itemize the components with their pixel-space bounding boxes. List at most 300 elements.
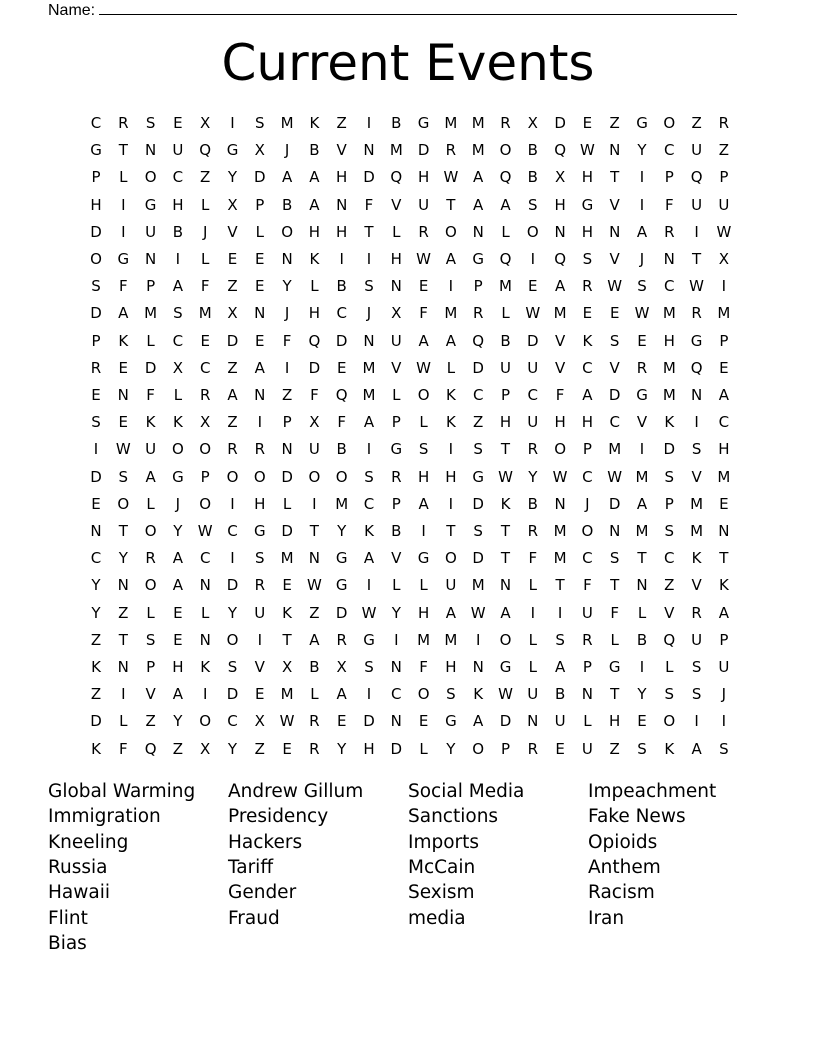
grid-letter: M xyxy=(389,141,403,160)
grid-letter: H xyxy=(308,304,321,323)
grid-letter: K xyxy=(500,494,511,513)
grid-letter: C xyxy=(172,331,184,350)
word-bank-item: Kneeling xyxy=(48,831,129,853)
grid-letter: B xyxy=(336,277,347,296)
grid-letter: E xyxy=(173,603,183,622)
grid-letter: O xyxy=(144,522,157,540)
grid-letter: I xyxy=(475,630,481,649)
grid-letter: O xyxy=(581,522,594,540)
grid-letter: R xyxy=(718,114,730,132)
grid-letter: G xyxy=(472,250,484,268)
grid-letter: B xyxy=(527,168,538,187)
grid-letter: L xyxy=(637,603,647,622)
grid-letter: R xyxy=(691,304,702,323)
grid-letter: L xyxy=(665,658,674,676)
grid-letter: M xyxy=(553,522,567,540)
word-bank-item: Gender xyxy=(228,882,297,904)
grid-letter: K xyxy=(664,739,675,758)
grid-letter: I xyxy=(230,549,235,568)
grid-letter: U xyxy=(254,603,266,622)
grid-letter: K xyxy=(118,331,129,350)
grid-letter: K xyxy=(309,250,320,268)
grid-letter: W xyxy=(361,603,377,622)
grid-letter: J xyxy=(202,222,208,241)
grid-letter: H xyxy=(581,222,594,241)
grid-letter: G xyxy=(499,658,512,676)
grid-letter: S xyxy=(609,331,620,350)
grid-letter: D xyxy=(363,712,375,731)
grid-letter: W xyxy=(115,440,131,459)
grid-letter: N xyxy=(663,250,675,268)
grid-letter: A xyxy=(418,331,429,350)
grid-letter: A xyxy=(254,358,265,377)
word-bank-item: Flint xyxy=(48,907,88,929)
grid-letter: Q xyxy=(335,386,348,404)
grid-letter: R xyxy=(582,630,593,649)
grid-letter: H xyxy=(90,195,102,214)
grid-letter: D xyxy=(254,168,266,187)
grid-letter: X xyxy=(172,358,184,377)
word-bank-item: Impeachment xyxy=(588,781,717,802)
grid-letter: A xyxy=(636,494,648,513)
grid-letter: K xyxy=(91,658,101,676)
grid-letter: L xyxy=(310,277,319,296)
grid-letter: S xyxy=(118,467,129,486)
grid-letter: C xyxy=(664,141,675,160)
grid-letter: H xyxy=(172,658,184,676)
grid-letter: X xyxy=(527,114,538,132)
grid-letter: C xyxy=(199,549,211,568)
grid-letter: W xyxy=(197,522,213,540)
grid-letter: J xyxy=(639,250,645,268)
grid-letter: N xyxy=(390,658,402,676)
grid-letter: H xyxy=(417,467,430,486)
grid-letter: L xyxy=(610,630,619,649)
grid-letter: B xyxy=(336,440,347,459)
grid-letter: T xyxy=(719,549,729,568)
word-bank-item: Immigration xyxy=(48,806,161,828)
grid-letter: B xyxy=(309,658,320,676)
grid-letter: E xyxy=(255,331,265,350)
grid-letter: O xyxy=(554,440,566,459)
grid-letter: I xyxy=(366,576,372,595)
grid-letter: D xyxy=(226,685,239,704)
grid-letter: J xyxy=(175,494,181,513)
grid-letter: U xyxy=(581,739,593,758)
grid-letter: V xyxy=(336,141,347,160)
grid-letter: T xyxy=(118,522,128,540)
grid-letter: D xyxy=(472,358,484,377)
grid-letter: C xyxy=(172,168,184,187)
grid-letter: R xyxy=(445,141,457,160)
grid-letter: S xyxy=(364,658,374,676)
grid-letter: K xyxy=(691,549,702,568)
grid-letter: T xyxy=(500,522,511,540)
grid-letter: F xyxy=(118,739,128,758)
grid-letter: T xyxy=(118,141,128,160)
grid-letter: I xyxy=(202,685,208,704)
grid-letter: A xyxy=(718,603,730,622)
grid-letter: W xyxy=(552,467,568,486)
grid-letter: N xyxy=(254,304,266,323)
grid-letter: S xyxy=(255,114,265,132)
grid-letter: H xyxy=(718,440,730,459)
grid-letter: R xyxy=(254,440,266,459)
grid-letter: S xyxy=(446,685,456,704)
grid-letter: H xyxy=(417,603,430,622)
grid-letter: Q xyxy=(199,141,212,160)
grid-letter: M xyxy=(198,304,212,323)
grid-letter: T xyxy=(610,168,620,187)
grid-letter: N xyxy=(636,576,648,595)
grid-letter: I xyxy=(230,114,235,132)
grid-letter: S xyxy=(582,250,593,268)
grid-letter: Y xyxy=(227,739,238,758)
grid-letter: S xyxy=(719,739,729,758)
grid-letter: G xyxy=(253,522,266,540)
grid-letter: I xyxy=(366,114,372,132)
word-bank-item: Sanctions xyxy=(408,806,499,828)
grid-letter: E xyxy=(255,685,265,704)
grid-letter: L xyxy=(201,250,210,268)
grid-letter: Z xyxy=(718,141,730,160)
grid-letter: N xyxy=(581,685,593,704)
grid-letter: Z xyxy=(691,114,702,132)
grid-letter: X xyxy=(281,658,293,676)
grid-letter: F xyxy=(282,331,292,350)
grid-letter: G xyxy=(445,712,457,731)
grid-letter: Z xyxy=(227,413,238,432)
grid-letter: G xyxy=(172,467,184,486)
grid-letter: P xyxy=(282,413,292,432)
grid-letter: D xyxy=(499,712,512,731)
grid-letter: K xyxy=(582,331,593,350)
grid-letter: L xyxy=(119,168,128,187)
grid-letter: G xyxy=(636,114,648,132)
grid-letter: V xyxy=(664,603,675,622)
grid-letter: E xyxy=(609,304,620,323)
grid-letter: W xyxy=(716,222,732,241)
grid-letter: M xyxy=(280,114,294,132)
grid-letter: H xyxy=(336,168,348,187)
grid-letter: G xyxy=(690,331,703,350)
grid-letter: V xyxy=(609,250,620,268)
grid-letter: I xyxy=(121,685,126,704)
grid-letter: X xyxy=(336,658,347,676)
grid-letter: I xyxy=(694,222,699,241)
grid-letter: X xyxy=(309,413,320,432)
grid-letter: B xyxy=(172,222,184,241)
grid-letter: U xyxy=(500,358,511,377)
grid-letter: K xyxy=(172,413,183,432)
grid-letter: L xyxy=(146,331,155,350)
grid-letter: H xyxy=(554,413,566,432)
grid-letter: O xyxy=(144,168,157,187)
grid-letter: H xyxy=(363,739,375,758)
grid-letter: Q xyxy=(499,250,512,268)
grid-letter: P xyxy=(500,739,511,758)
grid-letter: F xyxy=(118,277,128,296)
grid-letter: C xyxy=(609,413,620,432)
grid-letter: Q xyxy=(690,358,703,377)
grid-letter: I xyxy=(366,440,372,459)
grid-letter: N xyxy=(390,712,402,731)
grid-letter: I xyxy=(121,222,126,241)
grid-letter: O xyxy=(526,222,539,241)
grid-letter: M xyxy=(444,630,458,649)
grid-letter: S xyxy=(145,630,156,649)
grid-letter: W xyxy=(498,467,513,486)
grid-letter: I xyxy=(284,358,290,377)
grid-letter: P xyxy=(91,168,101,187)
grid-letter: O xyxy=(281,222,293,241)
grid-letter: O xyxy=(444,549,457,568)
name-label: Name: xyxy=(48,2,96,19)
grid-letter: G xyxy=(226,141,239,160)
grid-letter: F xyxy=(364,195,374,214)
grid-letter: X xyxy=(718,250,730,268)
grid-letter: N xyxy=(199,576,211,595)
grid-letter: S xyxy=(664,522,675,540)
word-bank-item: Andrew Gillum xyxy=(228,781,364,802)
grid-letter: H xyxy=(445,658,457,676)
grid-letter: Q xyxy=(472,331,485,350)
grid-letter: S xyxy=(691,658,702,676)
grid-letter: B xyxy=(391,522,402,540)
grid-letter: A xyxy=(691,739,702,758)
grid-letter: D xyxy=(472,494,484,513)
grid-letter: S xyxy=(145,114,156,132)
grid-letter: X xyxy=(254,141,265,160)
grid-letter: L xyxy=(201,195,210,214)
grid-letter: P xyxy=(719,630,729,649)
grid-letter: Y xyxy=(227,168,238,187)
word-bank-item: McCain xyxy=(408,856,476,878)
grid-letter: D xyxy=(417,141,430,160)
grid-letter: Y xyxy=(91,576,101,595)
grid-letter: L xyxy=(310,685,319,704)
grid-letter: D xyxy=(90,222,102,241)
grid-letter: E xyxy=(200,331,210,350)
grid-letter: N xyxy=(363,331,375,350)
grid-letter: N xyxy=(281,250,293,268)
grid-letter: E xyxy=(582,304,593,323)
grid-letter: P xyxy=(664,168,674,187)
page-title: Current Events xyxy=(221,34,595,92)
grid-letter: E xyxy=(91,386,101,404)
grid-letter: P xyxy=(146,658,156,676)
grid-letter: T xyxy=(692,250,702,268)
grid-letter: B xyxy=(281,195,293,214)
grid-letter: I xyxy=(639,168,645,187)
grid-letter: K xyxy=(145,413,156,432)
grid-letter: H xyxy=(308,222,321,241)
grid-letter: A xyxy=(445,331,457,350)
grid-letter: R xyxy=(582,277,593,296)
grid-letter: S xyxy=(473,440,483,459)
grid-letter: N xyxy=(554,222,566,241)
grid-letter: L xyxy=(528,630,537,649)
grid-letter: A xyxy=(636,222,648,241)
grid-letter: Z xyxy=(145,712,156,731)
grid-letter: R xyxy=(199,386,211,404)
grid-letter: P xyxy=(200,467,210,486)
grid-letter: C xyxy=(582,467,593,486)
grid-letter: W xyxy=(607,467,623,486)
grid-letter: D xyxy=(90,467,102,486)
grid-letter: E xyxy=(418,712,429,731)
grid-letter: Z xyxy=(609,739,620,758)
grid-letter: L xyxy=(146,494,155,513)
grid-letter: Z xyxy=(200,168,211,187)
grid-letter: S xyxy=(637,277,647,296)
grid-letter: J xyxy=(284,141,290,160)
grid-letter: K xyxy=(445,413,456,432)
grid-letter: P xyxy=(582,658,592,676)
grid-letter: U xyxy=(527,685,539,704)
grid-letter: C xyxy=(527,386,539,404)
grid-letter: L xyxy=(583,712,592,731)
grid-letter: O xyxy=(117,494,130,513)
grid-letter: A xyxy=(554,658,566,676)
grid-letter: M xyxy=(417,630,431,649)
grid-letter: I xyxy=(121,195,126,214)
grid-letter: U xyxy=(418,195,430,214)
grid-letter: D xyxy=(608,494,621,513)
word-bank-item: Hackers xyxy=(228,831,303,853)
grid-letter: O xyxy=(226,630,239,649)
grid-letter: F xyxy=(419,304,428,323)
grid-letter: Y xyxy=(118,549,128,568)
grid-letter: M xyxy=(662,358,676,377)
grid-letter: U xyxy=(718,195,730,214)
grid-letter: C xyxy=(582,358,593,377)
grid-letter: E xyxy=(227,250,238,268)
grid-letter: S xyxy=(91,277,101,296)
grid-letter: P xyxy=(719,168,729,187)
grid-letter: H xyxy=(254,494,266,513)
word-bank-item: Fake News xyxy=(588,806,686,828)
grid-letter: L xyxy=(446,358,456,377)
grid-letter: E xyxy=(282,739,292,758)
grid-letter: R xyxy=(527,739,539,758)
grid-letter: R xyxy=(664,222,675,241)
grid-letter: Y xyxy=(637,685,647,704)
grid-letter: M xyxy=(471,114,485,132)
grid-letter: D xyxy=(308,358,321,377)
grid-letter: R xyxy=(309,739,320,758)
grid-letter: Z xyxy=(309,603,320,622)
grid-letter: U xyxy=(691,195,703,214)
grid-letter: M xyxy=(280,685,294,704)
grid-letter: R xyxy=(118,114,129,132)
grid-letter: A xyxy=(582,386,593,404)
grid-letter: L xyxy=(501,304,510,323)
grid-letter: C xyxy=(199,358,211,377)
grid-letter: L xyxy=(419,576,428,595)
grid-letter: R xyxy=(90,358,102,377)
grid-letter: A xyxy=(118,304,129,323)
grid-letter: H xyxy=(417,168,430,187)
grid-letter: A xyxy=(363,549,375,568)
grid-letter: T xyxy=(446,195,456,214)
grid-letter: H xyxy=(172,195,184,214)
grid-letter: V xyxy=(609,358,620,377)
grid-letter: M xyxy=(362,386,376,404)
grid-letter: I xyxy=(257,630,263,649)
grid-letter: I xyxy=(230,494,235,513)
grid-letter: O xyxy=(144,576,157,595)
grid-letter: N xyxy=(336,195,348,214)
grid-letter: R xyxy=(336,630,347,649)
grid-letter: Q xyxy=(390,168,403,187)
grid-letter: F xyxy=(310,386,319,404)
grid-letter: M xyxy=(635,522,649,540)
grid-letter: E xyxy=(282,576,292,595)
grid-letter: V xyxy=(254,658,265,676)
grid-letter: R xyxy=(418,222,429,241)
grid-letter: N xyxy=(718,522,730,540)
grid-letter: O xyxy=(308,467,321,486)
grid-letter: F xyxy=(200,277,210,296)
name-field-line xyxy=(48,0,737,20)
grid-letter: J xyxy=(721,685,727,704)
grid-letter: A xyxy=(418,494,429,513)
grid-letter: K xyxy=(309,114,320,132)
grid-letter: Z xyxy=(90,630,102,649)
grid-letter: A xyxy=(554,277,566,296)
grid-letter: S xyxy=(364,467,374,486)
grid-letter: V xyxy=(391,549,402,568)
grid-letter: U xyxy=(554,712,566,731)
grid-letter: M xyxy=(717,467,731,486)
grid-letter: Z xyxy=(609,114,620,132)
grid-letter: S xyxy=(664,467,675,486)
grid-letter: S xyxy=(637,739,647,758)
grid-letter: C xyxy=(90,114,102,132)
grid-letter: S xyxy=(664,685,675,704)
grid-letter: R xyxy=(500,114,511,132)
grid-letter: I xyxy=(639,195,645,214)
grid-letter: O xyxy=(444,222,457,241)
grid-letter: W xyxy=(306,576,322,595)
grid-letter: P xyxy=(391,413,401,432)
grid-letter: E xyxy=(255,250,265,268)
grid-letter: H xyxy=(336,222,348,241)
grid-letter: M xyxy=(471,141,485,160)
grid-letter: P xyxy=(582,440,592,459)
grid-letter: S xyxy=(364,277,374,296)
grid-letter: P xyxy=(664,494,674,513)
grid-letter: Z xyxy=(336,114,347,132)
grid-letter: S xyxy=(609,549,620,568)
grid-letter: A xyxy=(445,250,457,268)
grid-letter: D xyxy=(226,331,239,350)
grid-letter: R xyxy=(636,358,648,377)
grid-letter: I xyxy=(557,603,563,622)
grid-letter: G xyxy=(581,195,594,214)
grid-letter: F xyxy=(555,386,565,404)
grid-letter: W xyxy=(498,685,513,704)
grid-letter: D xyxy=(663,440,676,459)
grid-letter: M xyxy=(335,494,349,513)
grid-letter: R xyxy=(472,304,484,323)
grid-letter: G xyxy=(335,549,348,568)
grid-letter: D xyxy=(335,331,348,350)
grid-letter: M xyxy=(608,440,622,459)
grid-letter: C xyxy=(664,549,675,568)
grid-letter: L xyxy=(528,576,537,595)
